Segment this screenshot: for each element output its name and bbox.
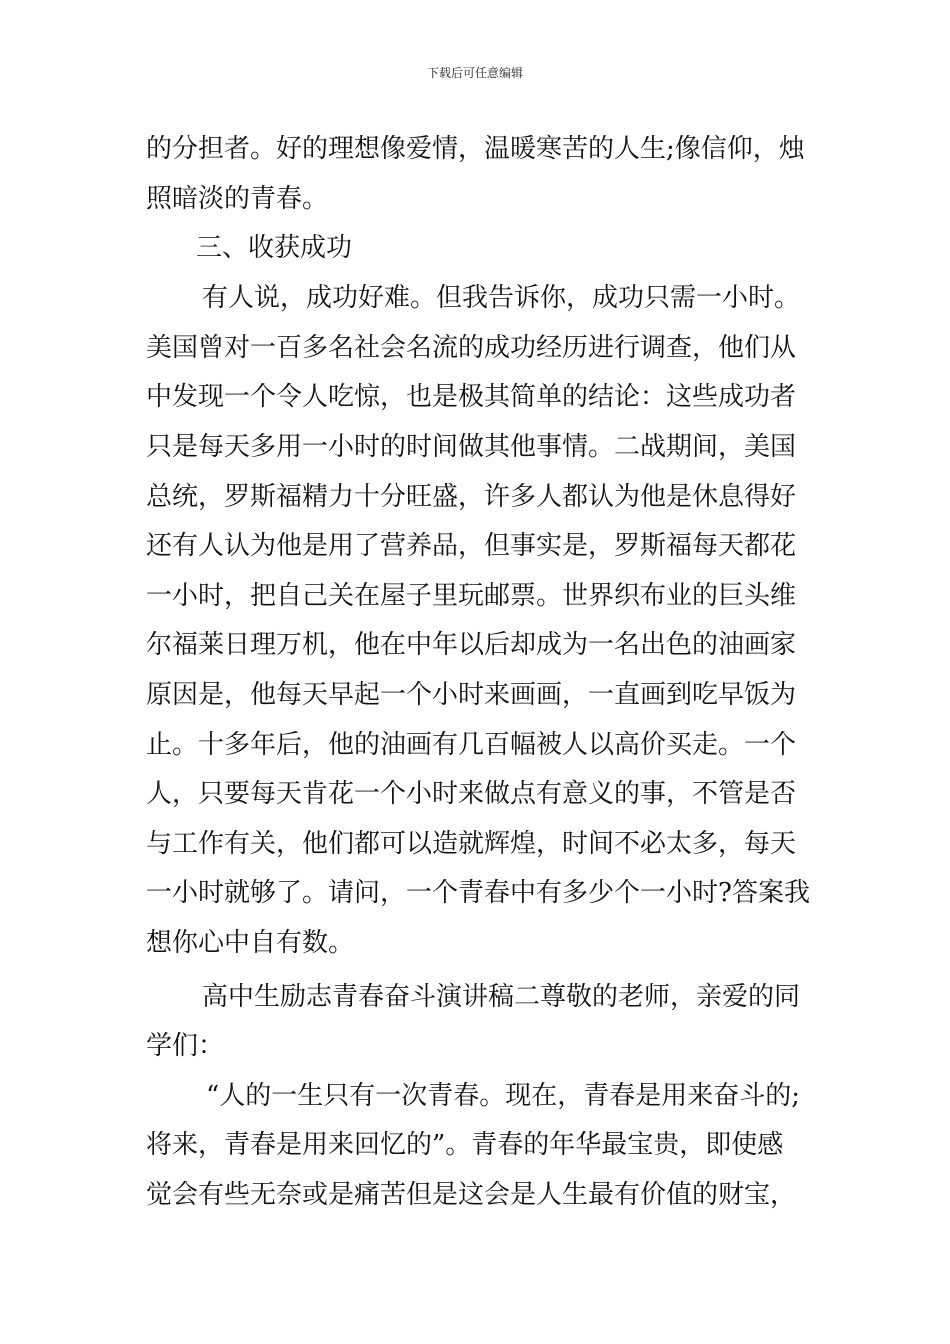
text-line: 一小时就够了。请问，一个青春中有多少个一小时?答案我 xyxy=(146,878,810,908)
text-line: 的分担者。好的理想像爱情，温暖寒苦的人生;像信仰，烛 xyxy=(146,134,805,164)
text-line: 想你心中自有数。 xyxy=(146,928,355,958)
text-line: 有人说，成功好难。但我告诉你，成功只需一小时。 xyxy=(202,283,801,313)
text-line: 一小时，把自己关在屋子里玩邮票。世界织布业的巨头维 xyxy=(146,581,797,611)
text-line: 与工作有关，他们都可以造就辉煌，时间不必太多，每天 xyxy=(146,829,797,859)
text-line: 止。十多年后，他的油画有几百幅被人以高价买走。一个 xyxy=(146,730,797,760)
text-line: 将来，青春是用来回忆的”。青春的年华最宝贵，即使感 xyxy=(146,1130,784,1160)
text-line: “人的一生只有一次青春。现在，青春是用来奋斗的; xyxy=(206,1081,801,1111)
text-line: 只是每天多用一小时的时间做其他事情。二战期间，美国 xyxy=(146,432,797,462)
text-line: 中发现一个令人吃惊，也是极其简单的结论：这些成功者 xyxy=(146,382,797,412)
text-line: 高中生励志青春奋斗演讲稿二尊敬的老师，亲爱的同 xyxy=(202,982,801,1012)
text-line: 美国曾对一百多名社会名流的成功经历进行调查，他们从 xyxy=(146,333,797,363)
text-line: 学们： xyxy=(146,1031,225,1061)
text-line: 觉会有些无奈或是痛苦但是这会是人生最有价值的财宝， xyxy=(146,1180,797,1210)
text-line: 尔福莱日理万机，他在中年以后却成为一名出色的油画家 xyxy=(146,630,797,660)
text-line: 原因是，他每天早起一个小时来画画，一直画到吃早饭为 xyxy=(146,680,797,710)
section-heading: 三、收获成功 xyxy=(196,233,353,263)
text-line: 人，只要每天肯花一个小时来做点有意义的事，不管是否 xyxy=(146,779,797,809)
text-line: 照暗淡的青春。 xyxy=(146,184,329,214)
page-header: 下载后可任意编辑 xyxy=(426,66,523,80)
text-line: 还有人认为他是用了营养品，但事实是，罗斯福每天都花 xyxy=(146,531,797,561)
text-line: 总统，罗斯福精力十分旺盛，许多人都认为他是休息得好 xyxy=(146,482,797,512)
